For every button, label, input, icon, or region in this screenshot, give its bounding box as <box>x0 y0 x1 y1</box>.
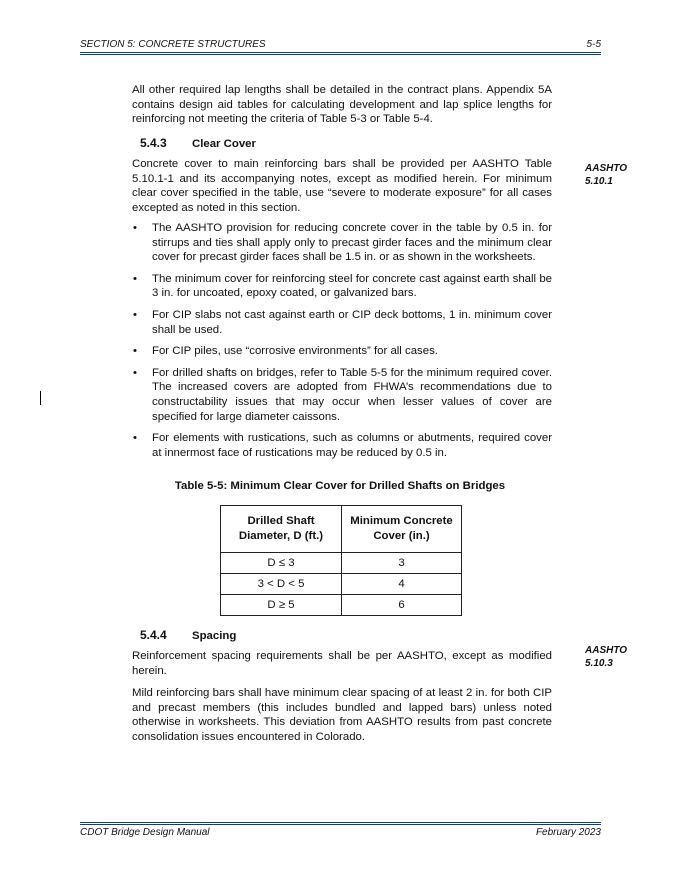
table-caption: Table 5-5: Minimum Clear Cover for Drilled Shafts on Bridges <box>174 480 506 492</box>
spacing-paragraph-1: Reinforcement spacing requirements shall be per AASHTO, except as modified herein. <box>132 650 552 677</box>
list-item <box>132 366 552 424</box>
side-reference-line: AASHTO <box>585 163 628 174</box>
bullet-text: For drilled shafts on bridges, refer to Table 5-5 for the minimum required cover. The increased covers are adopted from FHWA’s recommendations due to constructability issues that may occur when lesser values of cover are specified for large diameter caissons. <box>152 366 552 423</box>
side-reference-line: 5.10.3 <box>585 657 613 669</box>
clear-cover-block <box>132 157 552 215</box>
table-header-cell: Drilled Shaft Diameter, D (ft.) <box>221 506 342 553</box>
header-section-title: SECTION 5: CONCRETE STRUCTURES <box>80 39 266 50</box>
list-item <box>132 431 552 460</box>
bullet-icon: • <box>133 308 137 321</box>
section-heading-5-4-4 <box>140 628 236 642</box>
header-rule <box>80 52 601 55</box>
drilled-shaft-cover-table <box>220 505 462 616</box>
table-cell: 3 < D < 5 <box>221 574 342 595</box>
intro-paragraph: All other required lap lengths shall be detailed in the contract plans. Appendix 5A contains design aid tables for calculating development and lap splice lengths for reinforcing not meeting the criteria of Table 5-3 or Table 5-4. <box>132 84 552 126</box>
bullet-text: The AASHTO provision for reducing concrete cover in the table by 0.5 in. for stirrups and ties shall apply only to precast girder faces and the minimum clear cover for precast girder faces shall be 1.5 in. or as shown in the worksheets. <box>152 222 552 264</box>
clear-cover-paragraph: Concrete cover to main reinforcing bars shall be provided per AASHTO Table 5.10.1-1 and its accompanying notes, except as modified herein. For minimum clear cover specified in the table, use “severe to moderate exposure” for all cases excepted as noted in this section. <box>132 158 552 214</box>
spacing-block <box>132 649 552 745</box>
spacing-paragraph-2: Mild reinforcing bars shall have minimum clear spacing of at least 2 in. for both CIP and precast members (this includes bundled and lapped bars) unless noted otherwise in worksheets. This deviation from AASHTO results from past concrete consolidation issues encountered in Colorado. <box>132 687 552 743</box>
table-cell: 3 <box>342 553 462 574</box>
table-header-cell: Minimum Concrete Cover (in.) <box>342 506 462 553</box>
side-reference-line: 5.10.1 <box>585 175 613 187</box>
bullet-text: For CIP slabs not cast against earth or CIP deck bottoms, 1 in. minimum cover shall be used. <box>152 308 552 336</box>
list-item <box>132 308 552 337</box>
list-item <box>132 272 552 301</box>
list-item <box>132 221 552 265</box>
bullet-icon: • <box>133 432 137 445</box>
bullet-text: The minimum cover for reinforcing steel for concrete cast against earth shall be 3 in. for uncoated, epoxy coated, or galvanized bars. <box>152 272 552 300</box>
table-row <box>221 553 462 574</box>
bullet-icon: • <box>133 272 137 285</box>
clear-cover-bullet-list <box>132 221 552 467</box>
side-reference-line: AASHTO <box>585 645 628 656</box>
intro-block <box>132 83 552 127</box>
table-cell: 6 <box>342 595 462 616</box>
section-number: 5.4.3 <box>140 136 167 150</box>
bullet-icon: • <box>133 345 137 358</box>
footer-manual-title: CDOT Bridge Design Manual <box>80 827 210 838</box>
side-reference-5-10-3 <box>585 645 627 670</box>
section-number: 5.4.4 <box>140 628 167 642</box>
table-cell: D ≥ 5 <box>221 595 342 616</box>
section-title: Spacing <box>192 630 237 642</box>
page-footer <box>80 827 601 841</box>
table-row <box>221 574 462 595</box>
page-header <box>80 38 601 52</box>
section-heading-5-4-3 <box>140 136 256 150</box>
section-title: Clear Cover <box>192 138 256 150</box>
bullet-text: For elements with rustications, such as columns or abutments, required cover at innermost face of rustications may be reduced by 0.5 in. <box>152 432 552 459</box>
bullet-text: For CIP piles, use “corrosive environments” for all cases. <box>152 345 438 358</box>
header-page-number: 5-5 <box>586 39 601 50</box>
side-reference-5-10-1 <box>585 163 627 188</box>
table-header-row <box>221 506 462 553</box>
footer-date: February 2023 <box>535 827 601 838</box>
bullet-icon: • <box>133 222 137 234</box>
text-cursor <box>40 391 41 405</box>
table-cell: 4 <box>342 574 462 595</box>
table-cell: D ≤ 3 <box>221 553 342 574</box>
list-item <box>132 344 552 359</box>
bullet-icon: • <box>133 366 137 379</box>
table-row <box>221 595 462 616</box>
footer-rule <box>80 822 601 825</box>
